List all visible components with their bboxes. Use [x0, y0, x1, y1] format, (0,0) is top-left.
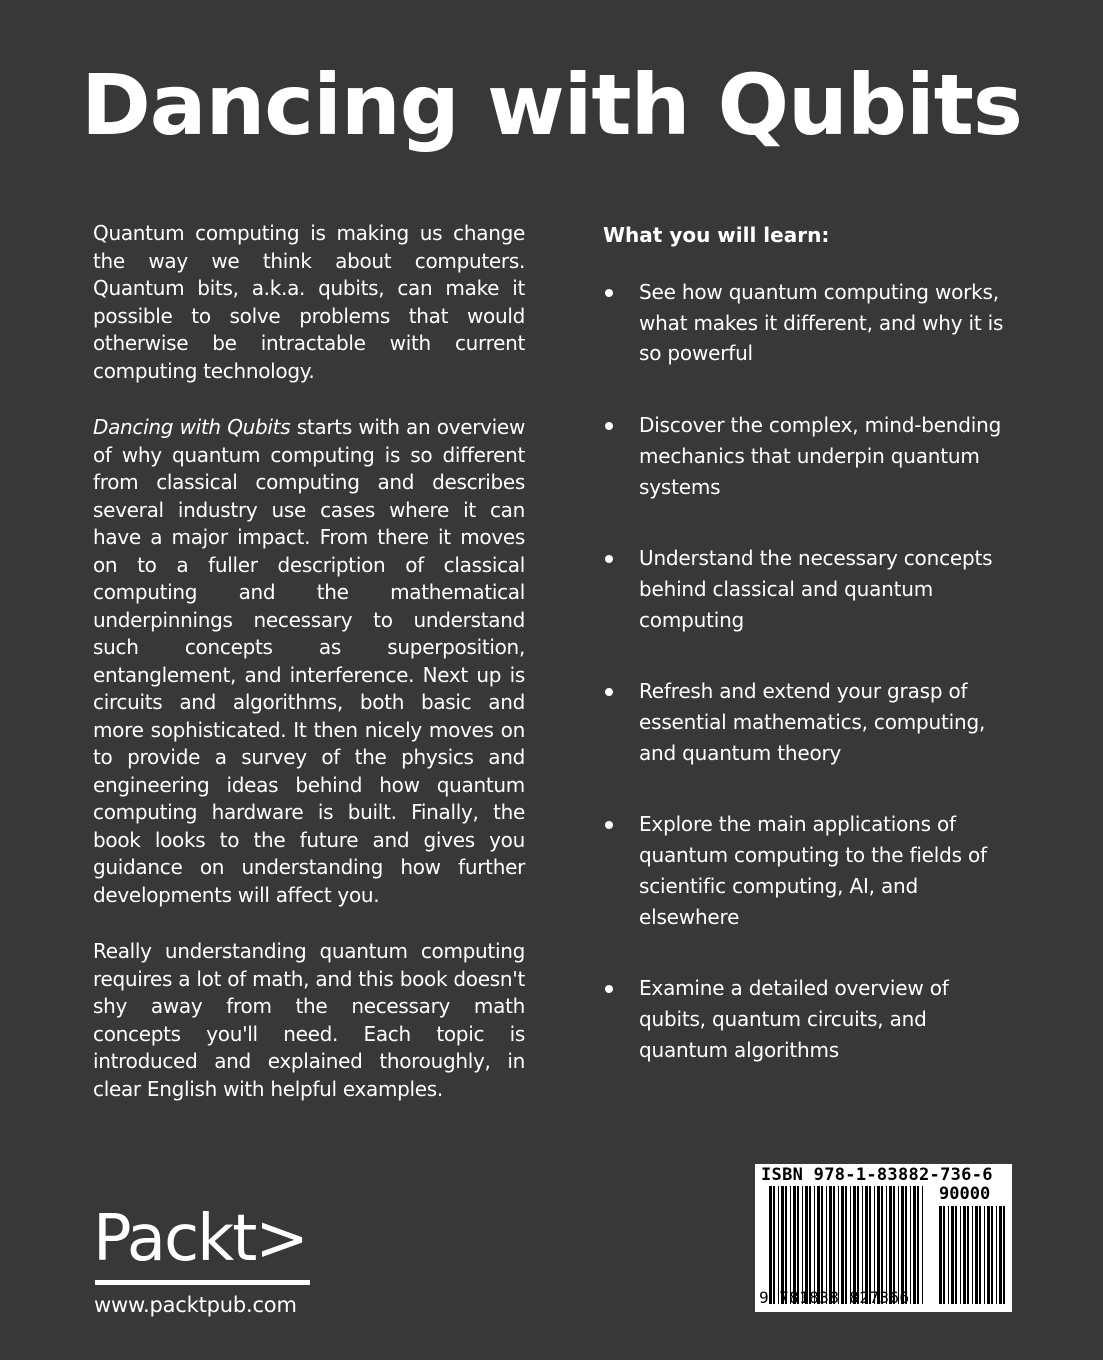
bullet-icon — [605, 289, 613, 297]
barcode-bar — [984, 1206, 985, 1304]
barcode-bar — [838, 1186, 839, 1304]
learn-item-text: Refresh and extend your grasp of essential mathematics, computing, and quantum theory — [639, 679, 986, 765]
barcode-bar — [814, 1186, 815, 1304]
learn-item-text: Examine a detailed overview of qubits, quantum circuits, and quantum algorithms — [639, 976, 949, 1062]
learn-item — [603, 410, 1009, 502]
barcode-bar — [913, 1186, 916, 1304]
barcode-bar — [785, 1186, 787, 1304]
barcode-bar — [817, 1186, 820, 1304]
barcode-bar — [955, 1206, 957, 1304]
barcode-bar — [960, 1206, 961, 1304]
learn-item — [603, 676, 1009, 768]
barcode-bar — [778, 1186, 779, 1304]
barcode-bar — [826, 1186, 827, 1304]
publisher-url: www.packtpub.com — [94, 1293, 297, 1317]
bullet-icon — [605, 555, 613, 563]
barcode-bar — [865, 1186, 868, 1304]
learn-item-text: Discover the complex, mind-bending mechanics that underpin quantum systems — [639, 413, 1002, 499]
learn-item-text: Explore the main applications of quantum computing to the fields of scientific computing, AI, and elsewhere — [639, 812, 987, 929]
isbn-barcode — [755, 1164, 1012, 1312]
barcode-bar — [857, 1186, 859, 1304]
barcode-bar — [869, 1186, 871, 1304]
barcode-bar — [991, 1206, 993, 1304]
price-code-text: 90000 — [939, 1184, 991, 1204]
barcode-addon-bars — [939, 1206, 1005, 1304]
barcode-bar — [805, 1186, 808, 1304]
barcode-bar — [979, 1206, 981, 1304]
packt-logo — [93, 1202, 311, 1288]
description-paragraph-1: Quantum computing is making us change the way we think about computers. Quantum bits, a.k.a. qubits, can make it possible to solve problems that would otherwise be intractable with current computing technology. — [93, 221, 525, 383]
barcode-bar — [821, 1186, 823, 1304]
description-paragraph-3: Really understanding quantum computing requires a lot of math, and this book doesn't shy away from the necessary math concepts you'll need. Each topic is introduced and explained thoroughly, in clear English with helpful examples. — [93, 939, 525, 1101]
book-title-italic: Dancing with Qubits — [93, 415, 291, 439]
barcode-bar — [893, 1186, 895, 1304]
barcode-bar — [939, 1206, 942, 1304]
learn-item — [603, 277, 1009, 369]
barcode-bar — [809, 1186, 811, 1304]
barcode-bar — [901, 1186, 904, 1304]
barcode-bar — [829, 1186, 832, 1304]
packt-logo-underline — [95, 1280, 310, 1285]
learn-column — [603, 220, 1023, 1106]
barcode-bar — [910, 1186, 911, 1304]
barcode-bar — [972, 1206, 973, 1304]
bullet-icon — [605, 821, 613, 829]
barcode-bar — [917, 1186, 919, 1304]
barcode-bar — [797, 1186, 799, 1304]
barcode-bar — [922, 1186, 923, 1304]
barcode-bar — [898, 1186, 899, 1304]
learn-heading: What you will learn: — [603, 223, 830, 247]
barcode-bar — [943, 1206, 945, 1304]
barcode-bar — [793, 1186, 796, 1304]
barcode-bar — [769, 1186, 772, 1304]
description-column — [93, 220, 525, 1132]
barcode-digits: 9 781838 827366 — [759, 1288, 910, 1307]
barcode-bar — [963, 1206, 966, 1304]
barcode-bar — [886, 1186, 887, 1304]
barcode-bar — [862, 1186, 863, 1304]
barcode-bar — [1003, 1206, 1005, 1304]
learn-item — [603, 973, 1009, 1065]
barcode-bar — [781, 1186, 784, 1304]
packt-logo-text: Packt> — [93, 1202, 307, 1276]
barcode-bar — [877, 1186, 880, 1304]
book-title: Dancing with Qubits — [81, 56, 1022, 154]
barcode-bar — [845, 1186, 847, 1304]
barcode-bar — [833, 1186, 835, 1304]
barcode-bar — [841, 1186, 844, 1304]
barcode-bar — [967, 1206, 969, 1304]
barcode-bar — [853, 1186, 856, 1304]
description-paragraph-2-text: starts with an overview of why quantum computing is so different from classical computing and describes several industry use cases where it can have a major impact. From there it moves on to a fuller description of classical computing and the mathematical underpinnings necessary to understand such concepts as superposition, entanglement, and interference. Next up is circuits and algorithms, both basic and more sophisticated. It then nicely moves on to provide a survey of the physics and engineering ideas behind how quantum computing hardware is built. Finally, the book looks to the future and gives you guidance on understanding how further developments will affect you. — [93, 415, 525, 907]
barcode-bar — [850, 1186, 851, 1304]
description-paragraph-2 — [93, 414, 525, 909]
barcode-bar — [948, 1206, 949, 1304]
barcode-bar — [790, 1186, 791, 1304]
bullet-icon — [605, 422, 613, 430]
barcode-bar — [975, 1206, 978, 1304]
bullet-icon — [605, 688, 613, 696]
barcode-bar — [987, 1206, 990, 1304]
barcode-bar — [996, 1206, 997, 1304]
barcode-bar — [773, 1186, 775, 1304]
barcode-bar — [999, 1206, 1002, 1304]
barcode-bar — [889, 1186, 892, 1304]
barcode-bar — [802, 1186, 803, 1304]
barcode-bar — [905, 1186, 907, 1304]
barcode-bar — [881, 1186, 883, 1304]
barcode-bar — [951, 1206, 954, 1304]
learn-item-text: See how quantum computing works, what makes it different, and why it is so powerful — [639, 280, 1004, 366]
learn-item-text: Understand the necessary concepts behind classical and quantum computing — [639, 546, 993, 632]
isbn-text: ISBN 978-1-83882-736-6 — [761, 1165, 993, 1185]
learn-item — [603, 809, 1009, 932]
learn-item — [603, 543, 1009, 635]
barcode-main-bars — [769, 1186, 923, 1304]
bullet-icon — [605, 985, 613, 993]
barcode-bar — [874, 1186, 875, 1304]
learn-list — [603, 277, 1023, 1065]
